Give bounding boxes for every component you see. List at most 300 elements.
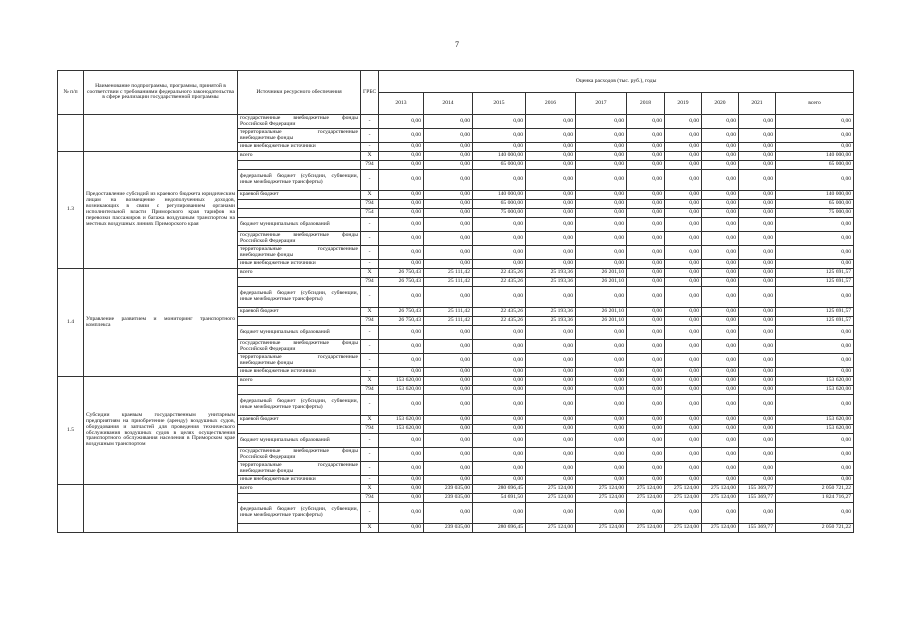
value-cell: 0,00 (576, 425, 627, 434)
grbs-cell: - (361, 476, 379, 485)
value-cell: 0,00 (702, 308, 739, 317)
value-cell: 0,00 (739, 170, 776, 191)
value-cell: 0,00 (379, 326, 424, 340)
value-cell: 155 369,77 (739, 494, 776, 503)
source-cell (238, 200, 361, 209)
total-cell: 153 620,00 (776, 416, 854, 425)
value-cell: 0,00 (526, 368, 576, 377)
grbs-cell: - (361, 115, 379, 129)
value-cell: 0,00 (424, 246, 473, 260)
value-cell: 0,00 (665, 278, 702, 287)
value-cell: 0,00 (627, 260, 665, 269)
value-cell: 0,00 (739, 161, 776, 170)
value-cell: 0,00 (739, 317, 776, 326)
value-cell: 0,00 (627, 308, 665, 317)
total-cell: 0,00 (776, 340, 854, 354)
program-name: Управление развитием и мониторинг транспортного комплекса (84, 269, 238, 377)
total-cell: 0,00 (776, 170, 854, 191)
total-cell: 0,00 (776, 218, 854, 232)
value-cell: 26 201,10 (576, 308, 627, 317)
value-cell: 0,00 (473, 218, 526, 232)
source-cell (238, 386, 361, 395)
grbs-cell: - (361, 395, 379, 416)
value-cell: 0,00 (627, 218, 665, 232)
value-cell: 22 435,26 (473, 308, 526, 317)
value-cell: 0,00 (379, 448, 424, 462)
value-cell: 0,00 (576, 326, 627, 340)
value-cell: 0,00 (627, 462, 665, 476)
source-cell: всего (238, 152, 361, 161)
value-cell: 0,00 (424, 218, 473, 232)
source-cell: государственные внебюджетные фонды Российской Федерации (238, 232, 361, 246)
value-cell: 0,00 (665, 503, 702, 524)
value-cell: 0,00 (576, 368, 627, 377)
value-cell: 0,00 (665, 448, 702, 462)
program-name (84, 115, 238, 152)
grbs-cell: 794 (361, 278, 379, 287)
source-cell (238, 278, 361, 287)
value-cell: 0,00 (702, 503, 739, 524)
value-cell: 275 124,00 (576, 524, 627, 533)
grbs-cell: - (361, 340, 379, 354)
value-cell: 275 124,00 (627, 524, 665, 533)
value-cell: 0,00 (576, 191, 627, 200)
value-cell: 0,00 (379, 218, 424, 232)
value-cell: 0,00 (627, 503, 665, 524)
value-cell: 0,00 (576, 386, 627, 395)
grbs-cell: X (361, 152, 379, 161)
total-cell: 0,00 (776, 434, 854, 448)
source-cell: территориальные государственные внебюджетные фонды (238, 129, 361, 143)
value-cell: 0,00 (702, 416, 739, 425)
value-cell: 0,00 (379, 524, 424, 533)
value-cell: 140 000,00 (473, 191, 526, 200)
value-cell: 0,00 (702, 326, 739, 340)
source-cell (238, 161, 361, 170)
value-cell: 0,00 (424, 416, 473, 425)
value-cell: 0,00 (739, 340, 776, 354)
value-cell: 0,00 (627, 287, 665, 308)
value-cell: 0,00 (576, 129, 627, 143)
value-cell: 65 000,00 (473, 200, 526, 209)
source-cell: федеральный бюджет (субсидии, субвенции, иные межбюджетные трансферты) (238, 287, 361, 308)
value-cell: 25 193,36 (526, 308, 576, 317)
total-cell: 140 000,00 (776, 191, 854, 200)
total-cell: 0,00 (776, 115, 854, 129)
source-cell: федеральный бюджет (субсидии, субвенции, иные межбюджетные трансферты) (238, 170, 361, 191)
total-cell: 125 691,57 (776, 278, 854, 287)
value-cell: 0,00 (702, 395, 739, 416)
value-cell: 275 124,00 (665, 485, 702, 494)
source-cell (238, 524, 361, 533)
value-cell: 0,00 (424, 425, 473, 434)
value-cell: 0,00 (576, 218, 627, 232)
source-cell (238, 317, 361, 326)
value-cell: 275 124,00 (702, 524, 739, 533)
value-cell: 0,00 (739, 377, 776, 386)
source-cell: федеральный бюджет (субсидии, субвенции, иные межбюджетные трансферты) (238, 503, 361, 524)
value-cell: 0,00 (665, 416, 702, 425)
grbs-cell: X (361, 416, 379, 425)
value-cell: 0,00 (665, 143, 702, 152)
value-cell: 0,00 (473, 260, 526, 269)
source-cell: государственные внебюджетные фонды Российской Федерации (238, 115, 361, 129)
value-cell: 0,00 (424, 354, 473, 368)
value-cell: 0,00 (665, 386, 702, 395)
value-cell: 0,00 (379, 287, 424, 308)
value-cell: 0,00 (739, 308, 776, 317)
value-cell: 0,00 (379, 494, 424, 503)
value-cell: 25 111,42 (424, 278, 473, 287)
value-cell: 25 193,36 (526, 317, 576, 326)
header-year: 2020 (702, 93, 739, 115)
value-cell: 0,00 (627, 143, 665, 152)
grbs-cell: X (361, 524, 379, 533)
value-cell: 0,00 (627, 161, 665, 170)
value-cell: 0,00 (665, 209, 702, 218)
value-cell: 26 750,43 (379, 308, 424, 317)
value-cell: 0,00 (627, 434, 665, 448)
value-cell: 0,00 (665, 434, 702, 448)
value-cell: 0,00 (576, 260, 627, 269)
value-cell: 0,00 (424, 434, 473, 448)
source-cell: иные внебюджетные источники (238, 368, 361, 377)
value-cell: 0,00 (739, 354, 776, 368)
value-cell: 0,00 (702, 218, 739, 232)
value-cell: 0,00 (379, 485, 424, 494)
value-cell: 26 201,10 (576, 269, 627, 278)
header-year: 2013 (379, 93, 424, 115)
value-cell: 0,00 (379, 115, 424, 129)
header-number: № п/п (58, 71, 84, 115)
value-cell: 0,00 (702, 152, 739, 161)
table-row (58, 115, 854, 129)
value-cell: 0,00 (739, 386, 776, 395)
value-cell: 0,00 (627, 425, 665, 434)
value-cell: 275 124,00 (627, 494, 665, 503)
value-cell: 0,00 (473, 170, 526, 191)
value-cell: 0,00 (379, 368, 424, 377)
value-cell: 275 124,00 (526, 485, 576, 494)
grbs-cell: X (361, 377, 379, 386)
value-cell: 0,00 (424, 170, 473, 191)
value-cell: 0,00 (739, 152, 776, 161)
value-cell: 0,00 (424, 161, 473, 170)
value-cell: 0,00 (576, 416, 627, 425)
row-number: 1.3 (58, 152, 84, 269)
table-row (58, 485, 854, 494)
value-cell: 0,00 (576, 377, 627, 386)
value-cell: 239 035,00 (424, 524, 473, 533)
value-cell: 0,00 (627, 317, 665, 326)
program-name: Предоставление субсидий из краевого бюджета юридическим лицам на возмещение недополученных доходов, возникающих в связи с регулированием органами исполнительной власти Приморского края тарифов на перевозки пассажиров и багажа воздушным транспортом на местных воздушных линиях Приморского края (84, 152, 238, 269)
value-cell: 0,00 (576, 287, 627, 308)
value-cell: 0,00 (526, 503, 576, 524)
total-cell: 125 691,57 (776, 269, 854, 278)
value-cell: 0,00 (424, 209, 473, 218)
value-cell: 0,00 (665, 115, 702, 129)
total-cell: 0,00 (776, 287, 854, 308)
value-cell: 0,00 (627, 476, 665, 485)
value-cell: 0,00 (627, 416, 665, 425)
value-cell: 0,00 (702, 209, 739, 218)
value-cell: 0,00 (627, 246, 665, 260)
grbs-cell: - (361, 326, 379, 340)
value-cell: 0,00 (379, 143, 424, 152)
value-cell: 0,00 (665, 340, 702, 354)
value-cell: 153 620,00 (379, 386, 424, 395)
value-cell: 0,00 (424, 386, 473, 395)
value-cell: 0,00 (526, 246, 576, 260)
grbs-cell: X (361, 191, 379, 200)
value-cell: 0,00 (702, 161, 739, 170)
source-cell: всего (238, 377, 361, 386)
value-cell: 0,00 (665, 425, 702, 434)
value-cell: 0,00 (526, 354, 576, 368)
value-cell: 0,00 (576, 434, 627, 448)
value-cell: 54 691,50 (473, 494, 526, 503)
value-cell: 0,00 (576, 340, 627, 354)
grbs-cell: - (361, 448, 379, 462)
value-cell: 0,00 (702, 170, 739, 191)
value-cell: 0,00 (739, 129, 776, 143)
total-cell: 0,00 (776, 395, 854, 416)
value-cell: 0,00 (739, 232, 776, 246)
value-cell: 0,00 (379, 340, 424, 354)
row-number: 1.5 (58, 377, 84, 485)
value-cell: 0,00 (739, 416, 776, 425)
value-cell: 22 435,26 (473, 317, 526, 326)
value-cell: 25 111,42 (424, 308, 473, 317)
total-cell: 125 691,57 (776, 317, 854, 326)
source-cell: всего (238, 485, 361, 494)
grbs-cell: 794 (361, 200, 379, 209)
value-cell: 0,00 (702, 232, 739, 246)
header-year: 2021 (739, 93, 776, 115)
value-cell: 25 193,36 (526, 278, 576, 287)
value-cell: 0,00 (379, 161, 424, 170)
value-cell: 0,00 (702, 115, 739, 129)
value-cell: 0,00 (702, 278, 739, 287)
value-cell: 0,00 (702, 386, 739, 395)
value-cell: 0,00 (424, 129, 473, 143)
total-cell: 0,00 (776, 476, 854, 485)
value-cell: 0,00 (473, 434, 526, 448)
value-cell: 0,00 (424, 200, 473, 209)
value-cell: 275 124,00 (665, 524, 702, 533)
value-cell: 0,00 (379, 476, 424, 485)
source-cell: краевой бюджет (238, 191, 361, 200)
source-cell: территориальные государственные внебюджетные фонды (238, 354, 361, 368)
value-cell: 0,00 (526, 395, 576, 416)
value-cell: 0,00 (526, 191, 576, 200)
total-cell: 140 000,00 (776, 152, 854, 161)
value-cell: 0,00 (665, 354, 702, 368)
value-cell: 0,00 (526, 425, 576, 434)
value-cell: 0,00 (665, 232, 702, 246)
value-cell: 0,00 (627, 152, 665, 161)
value-cell: 0,00 (665, 287, 702, 308)
total-cell: 0,00 (776, 143, 854, 152)
value-cell: 0,00 (473, 340, 526, 354)
total-cell: 1 824 716,27 (776, 494, 854, 503)
value-cell: 0,00 (702, 317, 739, 326)
value-cell: 0,00 (526, 287, 576, 308)
grbs-cell: - (361, 368, 379, 377)
value-cell: 0,00 (576, 161, 627, 170)
value-cell: 0,00 (526, 326, 576, 340)
total-cell: 75 000,00 (776, 209, 854, 218)
value-cell: 25 111,42 (424, 269, 473, 278)
value-cell: 0,00 (424, 476, 473, 485)
value-cell: 0,00 (379, 260, 424, 269)
value-cell: 0,00 (665, 191, 702, 200)
row-number (58, 115, 84, 152)
value-cell: 25 111,42 (424, 317, 473, 326)
value-cell: 0,00 (665, 317, 702, 326)
value-cell: 0,00 (739, 278, 776, 287)
total-cell: 0,00 (776, 246, 854, 260)
table-row (58, 269, 854, 278)
value-cell: 0,00 (424, 260, 473, 269)
value-cell: 0,00 (627, 354, 665, 368)
value-cell: 0,00 (739, 143, 776, 152)
value-cell: 0,00 (739, 395, 776, 416)
header-program-name: Наименование подпрограммы, программы, принятой в соответствии с требованиями федерального законодательства в сфере реализации государственной программы (84, 71, 238, 115)
source-cell: краевой бюджет (238, 308, 361, 317)
value-cell: 0,00 (739, 218, 776, 232)
value-cell: 0,00 (739, 260, 776, 269)
grbs-cell: - (361, 129, 379, 143)
value-cell: 0,00 (473, 462, 526, 476)
value-cell: 155 369,77 (739, 524, 776, 533)
total-cell: 0,00 (776, 368, 854, 377)
source-cell: бюджет муниципальных образований (238, 434, 361, 448)
source-cell: иные внебюджетные источники (238, 476, 361, 485)
total-cell: 0,00 (776, 129, 854, 143)
value-cell: 0,00 (627, 269, 665, 278)
grbs-cell: X (361, 485, 379, 494)
value-cell: 0,00 (702, 476, 739, 485)
page-number: 7 (455, 40, 459, 49)
total-cell: 2 050 721,22 (776, 485, 854, 494)
value-cell: 0,00 (526, 416, 576, 425)
value-cell: 0,00 (739, 326, 776, 340)
value-cell: 0,00 (576, 170, 627, 191)
source-cell: бюджет муниципальных образований (238, 218, 361, 232)
value-cell: 0,00 (473, 143, 526, 152)
value-cell: 0,00 (627, 191, 665, 200)
total-cell: 153 620,00 (776, 377, 854, 386)
value-cell: 0,00 (576, 143, 627, 152)
grbs-cell: - (361, 246, 379, 260)
grbs-cell: - (361, 260, 379, 269)
value-cell: 0,00 (526, 340, 576, 354)
value-cell: 0,00 (627, 377, 665, 386)
value-cell: 0,00 (526, 386, 576, 395)
value-cell: 0,00 (424, 395, 473, 416)
grbs-cell: 794 (361, 494, 379, 503)
value-cell: 0,00 (739, 434, 776, 448)
header-year: 2019 (665, 93, 702, 115)
header-year: 2016 (526, 93, 576, 115)
budget-table (57, 70, 854, 533)
value-cell: 275 124,00 (702, 485, 739, 494)
source-cell: государственные внебюджетные фонды Российской Федерации (238, 448, 361, 462)
value-cell: 239 035,00 (424, 494, 473, 503)
value-cell: 0,00 (627, 278, 665, 287)
value-cell: 22 435,26 (473, 269, 526, 278)
source-cell: территориальные государственные внебюджетные фонды (238, 246, 361, 260)
value-cell: 155 369,77 (739, 485, 776, 494)
value-cell: 0,00 (739, 246, 776, 260)
value-cell: 0,00 (526, 152, 576, 161)
value-cell: 0,00 (526, 448, 576, 462)
value-cell: 0,00 (526, 377, 576, 386)
source-cell: бюджет муниципальных образований (238, 326, 361, 340)
value-cell: 0,00 (473, 368, 526, 377)
value-cell: 0,00 (702, 462, 739, 476)
row-number: 1.4 (58, 269, 84, 377)
program-name (84, 485, 238, 533)
total-cell: 125 691,57 (776, 308, 854, 317)
source-cell (238, 209, 361, 218)
value-cell: 25 193,36 (526, 269, 576, 278)
grbs-cell: - (361, 287, 379, 308)
value-cell: 280 696,45 (473, 524, 526, 533)
value-cell: 0,00 (739, 503, 776, 524)
value-cell: 0,00 (665, 326, 702, 340)
value-cell: 0,00 (702, 200, 739, 209)
value-cell: 0,00 (576, 448, 627, 462)
value-cell: 0,00 (627, 232, 665, 246)
source-cell (238, 425, 361, 434)
grbs-cell: - (361, 503, 379, 524)
value-cell: 0,00 (665, 260, 702, 269)
value-cell: 0,00 (379, 354, 424, 368)
grbs-cell: 794 (361, 317, 379, 326)
value-cell: 0,00 (576, 476, 627, 485)
value-cell: 0,00 (424, 377, 473, 386)
value-cell: 0,00 (702, 246, 739, 260)
value-cell: 239 035,00 (424, 485, 473, 494)
value-cell: 0,00 (739, 191, 776, 200)
value-cell: 0,00 (576, 200, 627, 209)
value-cell: 0,00 (576, 152, 627, 161)
value-cell: 65 000,00 (473, 161, 526, 170)
value-cell: 0,00 (665, 476, 702, 485)
source-cell: иные внебюджетные источники (238, 260, 361, 269)
value-cell: 0,00 (424, 368, 473, 377)
value-cell: 0,00 (424, 152, 473, 161)
value-cell: 0,00 (576, 115, 627, 129)
value-cell: 0,00 (627, 200, 665, 209)
value-cell: 0,00 (576, 462, 627, 476)
value-cell: 0,00 (424, 143, 473, 152)
value-cell: 0,00 (473, 377, 526, 386)
value-cell: 0,00 (739, 448, 776, 462)
value-cell: 0,00 (473, 448, 526, 462)
total-cell: 0,00 (776, 448, 854, 462)
value-cell: 0,00 (424, 503, 473, 524)
value-cell: 0,00 (665, 129, 702, 143)
value-cell: 0,00 (702, 129, 739, 143)
value-cell: 0,00 (665, 218, 702, 232)
value-cell: 153 620,00 (379, 416, 424, 425)
table-row (58, 377, 854, 386)
total-cell: 0,00 (776, 260, 854, 269)
value-cell: 0,00 (379, 395, 424, 416)
